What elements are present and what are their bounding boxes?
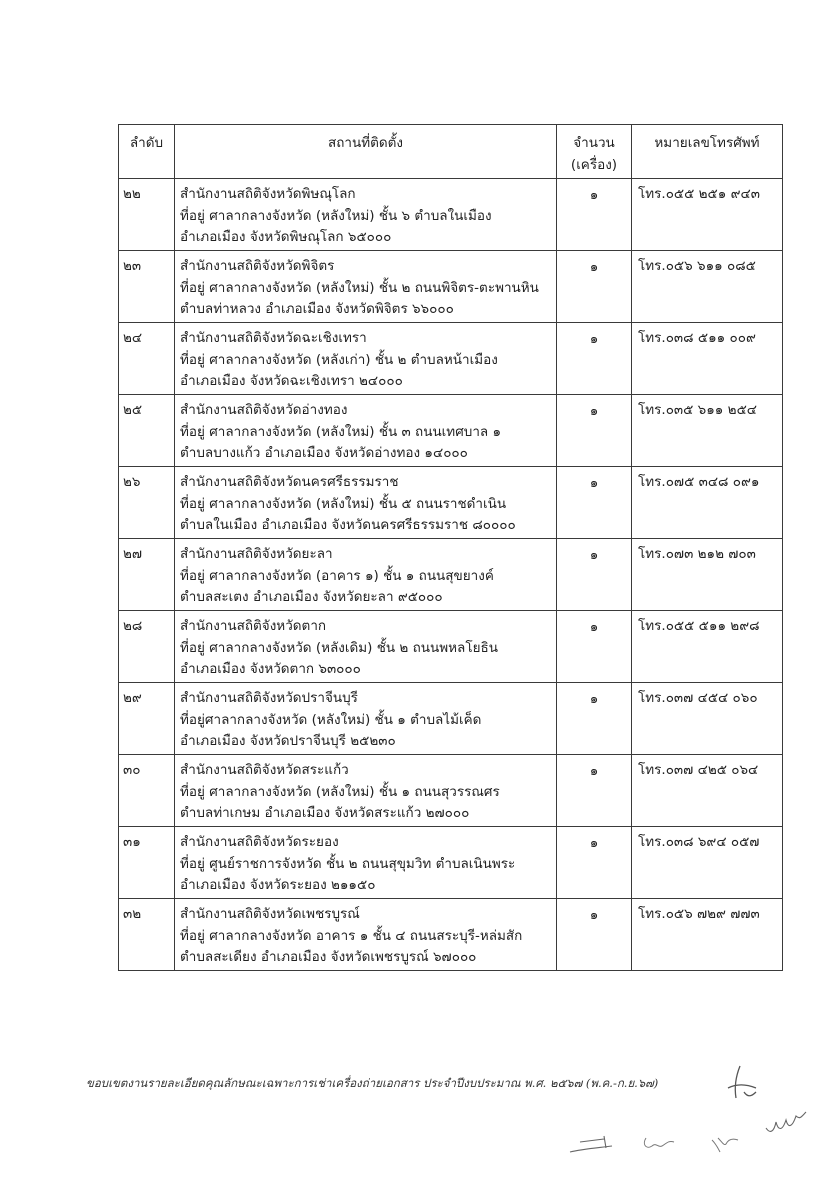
row-quantity: ๑	[557, 755, 632, 827]
row-number: ๒๖	[119, 467, 175, 539]
address-line: ที่อยู่ ศาลากลางจังหวัด (หลังเดิม) ชั้น ๒ ถนนพหลโยธิน	[180, 639, 498, 656]
office-name: สำนักงานสถิติจังหวัดพิษณุโลก	[180, 186, 356, 202]
row-location	[175, 827, 557, 899]
office-name: สำนักงานสถิติจังหวัดปราจีนบุรี	[180, 690, 358, 706]
row-location	[175, 395, 557, 467]
address-line: อำเภอเมือง จังหวัดตาก ๖๓๐๐๐	[180, 661, 361, 677]
address-line: ที่อยู่ ศาลากลางจังหวัด (อาคาร ๑) ชั้น ๑ ถนนสุขยางค์	[180, 567, 494, 584]
row-location	[175, 899, 557, 971]
address-line: ที่อยู่ ศูนย์ราชการจังหวัด ชั้น ๒ ถนนสุขุมวิท ตำบลเนินพระ	[180, 855, 516, 872]
address-line: ที่อยู่ ศาลากลางจังหวัด (หลังเก่า) ชั้น ๒ ตำบลหน้าเมือง	[180, 351, 498, 368]
row-phone: โทร.๐๕๕ ๒๕๑ ๙๔๓	[632, 179, 783, 251]
row-phone: โทร.๐๕๖ ๖๑๑ ๐๘๕	[632, 251, 783, 323]
address-line: ตำบลในเมือง อำเภอเมือง จังหวัดนครศรีธรรมราช ๘๐๐๐๐	[180, 517, 516, 533]
address-line: ตำบลท่าหลวง อำเภอเมือง จังหวัดพิจิตร ๖๖๐๐๐	[180, 301, 454, 317]
address-line: อำเภอเมือง จังหวัดพิษณุโลก ๖๕๐๐๐	[180, 229, 392, 245]
address-line: ที่อยู่ ศาลากลางจังหวัด (หลังใหม่) ชั้น ๒ ถนนพิจิตร-ตะพานหิน	[180, 279, 539, 296]
office-name: สำนักงานสถิติจังหวัดอ่างทอง	[180, 402, 348, 418]
row-quantity: ๑	[557, 179, 632, 251]
address-line: อำเภอเมือง จังหวัดฉะเชิงเทรา ๒๔๐๐๐	[180, 373, 403, 389]
row-number: ๒๒	[119, 179, 175, 251]
row-quantity: ๑	[557, 539, 632, 611]
row-quantity: ๑	[557, 395, 632, 467]
row-phone: โทร.๐๕๕ ๕๑๑ ๒๙๘	[632, 611, 783, 683]
signature-1	[722, 1062, 762, 1104]
row-location	[175, 611, 557, 683]
row-quantity: ๑	[557, 467, 632, 539]
office-name: สำนักงานสถิติจังหวัดเพชรบูรณ์	[180, 906, 360, 922]
row-number: ๒๔	[119, 323, 175, 395]
row-number: ๒๓	[119, 251, 175, 323]
office-name: สำนักงานสถิติจังหวัดสระแก้ว	[180, 762, 349, 778]
row-phone: โทร.๐๗๓ ๒๑๒ ๗๐๓	[632, 539, 783, 611]
row-number: ๓๐	[119, 755, 175, 827]
office-name: สำนักงานสถิติจังหวัดพิจิตร	[180, 258, 335, 274]
address-line: อำเภอเมือง จังหวัดปราจีนบุรี ๒๕๒๓๐	[180, 733, 396, 749]
address-line: ที่อยู่ ศาลากลางจังหวัด (หลังใหม่) ชั้น ๓ ถนนเทศบาล ๑	[180, 423, 502, 440]
row-location	[175, 467, 557, 539]
row-location	[175, 323, 557, 395]
table-row	[119, 611, 783, 683]
address-line: ที่อยู่ศาลากลางจังหวัด (หลังใหม่) ชั้น ๑ ตำบลไม้เค็ด	[180, 711, 482, 728]
footer-caption: ขอบเขตงานรายละเอียดคุณลักษณะเฉพาะการเช่าเครื่องถ่ายเอกสาร ประจำปีงบประมาณ พ.ศ. ๒๕๖๗ (พ.ค.-ก.ย.๖๗)	[86, 1076, 659, 1090]
row-phone: โทร.๐๕๖ ๗๒๙ ๗๗๓	[632, 899, 783, 971]
row-phone: โทร.๐๗๕ ๓๔๘ ๐๙๑	[632, 467, 783, 539]
row-number: ๒๗	[119, 539, 175, 611]
address-line: ที่อยู่ ศาลากลางจังหวัด (หลังใหม่) ชั้น ๑ ถนนสุวรรณศร	[180, 783, 500, 800]
signature-2	[566, 1132, 616, 1158]
row-location	[175, 539, 557, 611]
row-location	[175, 251, 557, 323]
row-phone: โทร.๐๓๕ ๖๑๑ ๒๕๔	[632, 395, 783, 467]
row-quantity: ๑	[557, 251, 632, 323]
row-phone: โทร.๐๓๗ ๔๒๕ ๐๖๔	[632, 755, 783, 827]
office-name: สำนักงานสถิติจังหวัดตาก	[180, 618, 327, 634]
table-row	[119, 395, 783, 467]
signature-3	[640, 1130, 680, 1154]
table-row	[119, 755, 783, 827]
row-location	[175, 755, 557, 827]
address-line: ที่อยู่ ศาลากลางจังหวัด อาคาร ๑ ชั้น ๔ ถนนสระบุรี-หล่มสัก	[180, 927, 523, 944]
table-row	[119, 467, 783, 539]
address-line: ตำบลสะเดียง อำเภอเมือง จังหวัดเพชรบูรณ์ ๖๗๐๐๐	[180, 949, 477, 965]
table-row	[119, 251, 783, 323]
row-location	[175, 179, 557, 251]
office-name: สำนักงานสถิติจังหวัดนครศรีธรรมราช	[180, 474, 399, 490]
address-line: ที่อยู่ ศาลากลางจังหวัด (หลังใหม่) ชั้น ๕ ถนนราชดำเนิน	[180, 495, 507, 512]
table-row	[119, 899, 783, 971]
row-phone: โทร.๐๓๗ ๔๕๔ ๐๖๐	[632, 683, 783, 755]
row-quantity: ๑	[557, 323, 632, 395]
signature-4	[708, 1132, 742, 1156]
table-row	[119, 323, 783, 395]
header-phone: หมายเลขโทรศัพท์	[632, 125, 783, 179]
row-number: ๒๙	[119, 683, 175, 755]
office-name: สำนักงานสถิติจังหวัดยะลา	[180, 546, 333, 562]
address-line: อำเภอเมือง จังหวัดระยอง ๒๑๑๕๐	[180, 877, 376, 893]
row-number: ๓๑	[119, 827, 175, 899]
address-line: ตำบลบางแก้ว อำเภอเมือง จังหวัดอ่างทอง ๑๔๐๐๐	[180, 445, 468, 461]
installation-table	[118, 124, 783, 971]
table-row	[119, 827, 783, 899]
signature-5	[762, 1106, 810, 1146]
row-phone: โทร.๐๓๘ ๖๙๔ ๐๕๗	[632, 827, 783, 899]
header-quantity: จำนวน (เครื่อง)	[557, 125, 632, 179]
row-location	[175, 683, 557, 755]
header-order: ลำดับ	[119, 125, 175, 179]
row-number: ๒๕	[119, 395, 175, 467]
row-number: ๓๒	[119, 899, 175, 971]
office-name: สำนักงานสถิติจังหวัดระยอง	[180, 834, 339, 850]
header-location: สถานที่ติดตั้ง	[175, 125, 557, 179]
table-row	[119, 683, 783, 755]
table-row	[119, 539, 783, 611]
address-line: ตำบลท่าเกษม อำเภอเมือง จังหวัดสระแก้ว ๒๗๐๐๐	[180, 805, 470, 821]
row-quantity: ๑	[557, 683, 632, 755]
row-quantity: ๑	[557, 899, 632, 971]
row-number: ๒๘	[119, 611, 175, 683]
address-line: ที่อยู่ ศาลากลางจังหวัด (หลังใหม่) ชั้น ๖ ตำบลในเมือง	[180, 207, 492, 224]
address-line: ตำบลสะเตง อำเภอเมือง จังหวัดยะลา ๙๕๐๐๐	[180, 589, 443, 605]
row-phone: โทร.๐๓๘ ๕๑๑ ๐๐๙	[632, 323, 783, 395]
table-body	[119, 179, 783, 971]
header-row	[119, 125, 783, 179]
row-quantity: ๑	[557, 827, 632, 899]
table-row	[119, 179, 783, 251]
office-name: สำนักงานสถิติจังหวัดฉะเชิงเทรา	[180, 330, 367, 346]
row-quantity: ๑	[557, 611, 632, 683]
